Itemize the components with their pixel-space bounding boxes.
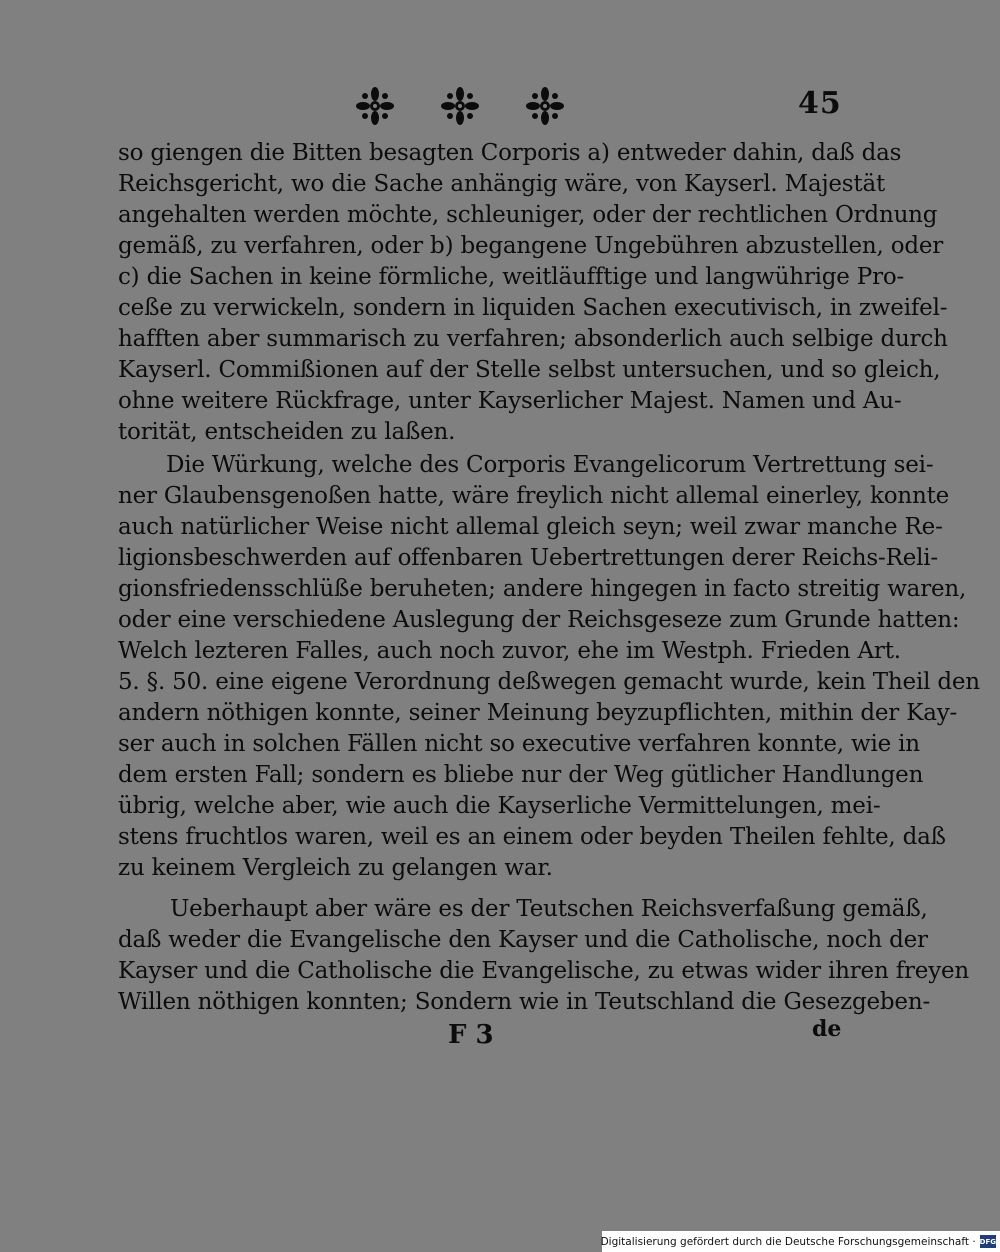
- dfg-logo-icon: DFG: [980, 1235, 996, 1248]
- text-line: c) die Sachen in keine förmliche, weitläufftige und langwührige Pro-: [118, 264, 905, 290]
- paragraph-3: [118, 894, 970, 1018]
- text-line: zu keinem Vergleich zu gelangen war.: [118, 855, 553, 881]
- catchword: de: [812, 1016, 842, 1042]
- text-line: daß weder die Evangelische den Kayser und die Catholische, noch der: [118, 927, 928, 953]
- text-line: 5. §. 50. eine eigene Verordnung deßwegen gemacht wurde, kein Theil den: [118, 669, 980, 695]
- text-line: ligionsbeschwerden auf offenbaren Uebertrettungen derer Reichs-Reli-: [118, 545, 939, 571]
- text-line: übrig, welche aber, wie auch die Kayserliche Vermittelungen, mei-: [118, 793, 881, 819]
- text-line: andern nöthigen konnte, seiner Meinung beyzupflichten, mithin der Kay-: [118, 700, 958, 726]
- text-line: oder eine verschiedene Auslegung der Reichsgeseze zum Grunde hatten:: [118, 607, 960, 633]
- paragraph-2: [118, 450, 980, 884]
- flower-ornament-icon: [525, 86, 565, 126]
- text-line: Reichsgericht, wo die Sache anhängig wäre, von Kayserl. Majestät: [118, 171, 886, 197]
- digitization-credit-bar: [602, 1231, 1000, 1252]
- text-line: Kayserl. Commißionen auf der Stelle selbst untersuchen, und so gleich,: [118, 357, 941, 383]
- text-line: Die Würkung, welche des Corporis Evangelicorum Vertrettung sei-: [166, 452, 934, 478]
- text-line: Ueberhaupt aber wäre es der Teutschen Reichsverfaßung gemäß,: [170, 896, 928, 922]
- text-line: Kayser und die Catholische die Evangelische, zu etwas wider ihren freyen: [118, 958, 970, 984]
- page-number: 45: [798, 86, 842, 121]
- flower-ornament-icon: [440, 86, 480, 126]
- text-line: gionsfriedensschlüße beruheten; andere hingegen in facto streitig waren,: [118, 576, 967, 602]
- header-ornaments: [355, 86, 565, 126]
- text-line: auch natürlicher Weise nicht allemal gleich seyn; weil zwar manche Re-: [118, 514, 943, 540]
- text-line: angehalten werden möchte, schleuniger, oder der rechtlichen Ordnung: [118, 202, 938, 228]
- text-line: torität, entscheiden zu laßen.: [118, 419, 456, 445]
- text-line: Willen nöthigen konnten; Sondern wie in Teutschland die Gesezgeben-: [118, 989, 931, 1015]
- signature-mark: F 3: [448, 1020, 494, 1050]
- text-line: ceße zu verwickeln, sondern in liquiden Sachen executivisch, in zweifel-: [118, 295, 948, 321]
- flower-ornament-icon: [355, 86, 395, 126]
- text-line: gemäß, zu verfahren, oder b) begangene Ungebühren abzustellen, oder: [118, 233, 944, 259]
- text-line: ohne weitere Rückfrage, unter Kayserlicher Majest. Namen und Au-: [118, 388, 902, 414]
- text-line: ser auch in solchen Fällen nicht so executive verfahren konnte, wie in: [118, 731, 920, 757]
- text-line: dem ersten Fall; sondern es bliebe nur der Weg gütlicher Handlungen: [118, 762, 924, 788]
- text-line: hafften aber summarisch zu verfahren; absonderlich auch selbige durch: [118, 326, 948, 352]
- text-line: Welch lezteren Falles, auch noch zuvor, ehe im Westph. Frieden Art.: [118, 638, 901, 664]
- text-line: ner Glaubensgenoßen hatte, wäre freylich nicht allemal einerley, konnte: [118, 483, 950, 509]
- text-line: stens fruchtlos waren, weil es an einem oder beyden Theilen fehlte, daß: [118, 824, 946, 850]
- paragraph-1: [118, 138, 948, 448]
- text-line: so giengen die Bitten besagten Corporis a) entweder dahin, daß das: [118, 140, 902, 166]
- digitization-credit-text: Digitalisierung gefördert durch die Deutsche Forschungsgemeinschaft ·: [600, 1235, 976, 1248]
